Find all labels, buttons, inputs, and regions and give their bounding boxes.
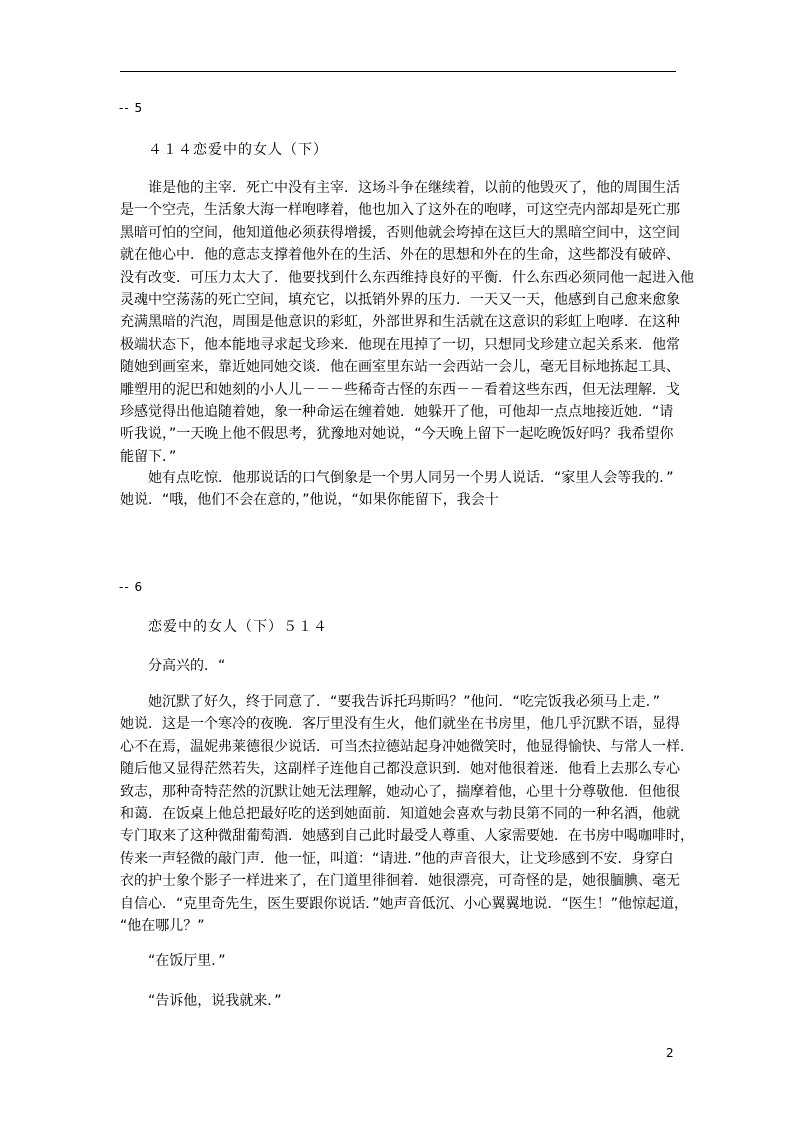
text-line: 黑暗可怕的空间，他知道他必须获得增援，否则他就会垮掉在这巨大的黑暗空间中，这空间 bbox=[120, 224, 680, 241]
text-line: 衣的护士象个影子一样进来了，在门道里徘徊着．她很漂亮，可奇怪的是，她很腼腆、毫无 bbox=[120, 873, 680, 890]
paragraph bbox=[120, 691, 694, 937]
paragraph bbox=[120, 950, 680, 972]
text-line: 致志，那种奇特茫然的沉默让她无法理解，她动心了，揣摩着他，心里十分尊敬他．但他很 bbox=[120, 783, 680, 800]
text-line: 自信心．“克里奇先生，医生要跟你说话．”她声音低沉、小心翼翼地说．“医生！”他惊起道， bbox=[120, 895, 689, 912]
text-line: “他在哪儿？” bbox=[120, 917, 205, 934]
text-line: 随她到画室来，靠近她同她交谈．他在画室里东站一会西站一会儿，毫无目标地拣起工具、 bbox=[120, 359, 680, 376]
paragraph bbox=[120, 990, 680, 1012]
text-line: “告诉他，说我就来．” bbox=[120, 993, 282, 1009]
paragraph bbox=[120, 467, 680, 512]
text-line: 传来一声轻微的敲门声．他一怔，叫道：“请进．”他的声音很大，让戈珍感到不安．身穿白 bbox=[120, 850, 674, 867]
text-line: 她有点吃惊．他那说话的口气倒象是一个男人同另一个男人说话．“家里人会等我的．” bbox=[120, 470, 674, 486]
text-line: “在饭厅里．” bbox=[120, 953, 226, 969]
text-line: 她沉默了好久，终于同意了．“要我告诉托玛斯吗？”他问．“吃完饭我必须马上走．” bbox=[120, 694, 661, 710]
text-line: 能留下．” bbox=[120, 448, 177, 465]
text-line: 充满黑暗的汽泡，周围是他意识的彩虹，外部世界和生活就在这意识的彩虹上咆哮．在这种 bbox=[120, 314, 680, 331]
page-heading: ４１４恋爱中的女人（下） bbox=[148, 142, 328, 158]
text-line: 她说．“哦，他们不会在意的，”他说，“如果你能留下，我会十 bbox=[120, 492, 499, 509]
text-line: 珍感觉得出他追随着她，象一种命运在缠着她．她躲开了他，可他却一点点地接近她．“请 bbox=[120, 403, 674, 420]
text-line: 随后他又显得茫然若失，这副样子连他自己都没意识到．她对他很着迷．他看上去那么专心 bbox=[120, 761, 680, 778]
text-line: 雕塑用的泥巴和她刻的小人儿－－－些稀奇古怪的东西－－看着这些东西，但无法理解．戈 bbox=[120, 381, 680, 398]
text-line: 心不在焉，温妮弗莱德很少说话．可当杰拉德站起身冲她微笑时，他显得愉快、与常人一样． bbox=[120, 738, 694, 755]
page-marker: -- 5 bbox=[119, 101, 144, 115]
paragraph bbox=[120, 655, 680, 677]
text-line: 分高兴的．“ bbox=[120, 658, 226, 674]
text-line: 是一个空壳，生活象大海一样咆哮着，他也加入了这外在的咆哮，可这空壳内部却是死亡那 bbox=[120, 202, 680, 219]
text-line: 没有改变．可压力太大了．他要找到什么东西维持良好的平衡．什么东西必须同他一起进入他 bbox=[120, 269, 694, 286]
paragraph bbox=[120, 177, 694, 468]
text-line: 听我说，”一天晚上他不假思考，犹豫地对她说，“今天晚上留下一起吃晚饭好吗？我希望你 bbox=[120, 426, 674, 443]
text-line: 谁是他的主宰．死亡中没有主宰．这场斗争在继续着，以前的他毁灭了，他的周围生活 bbox=[120, 180, 680, 196]
page-heading: 恋爱中的女人（下）５１４ bbox=[148, 619, 328, 635]
text-line: 就在他心中．他的意志支撑着他外在的生活、外在的思想和外在的生命，这些都没有破碎、 bbox=[120, 247, 680, 264]
text-line: 她说．这是一个寒冷的夜晚．客厅里没有生火，他们就坐在书房里，他几乎沉默不语，显得 bbox=[120, 716, 680, 733]
text-line: 和蔼．在饭桌上他总把最好吃的送到她面前．知道她会喜欢与勃艮第不同的一种名酒，他就 bbox=[120, 805, 680, 822]
page-number: 2 bbox=[666, 1046, 674, 1060]
text-line: 专门取来了这种微甜葡萄酒．她感到自己此时最受人尊重、人家需要她．在书房中喝咖啡时， bbox=[120, 828, 694, 845]
page-marker: -- 6 bbox=[119, 580, 144, 594]
text-line: 极端状态下，他本能地寻求起戈珍来．他现在甩掉了一切，只想同戈珍建立起关系来．他常 bbox=[120, 336, 680, 353]
header-rule bbox=[120, 71, 676, 72]
text-line: 灵魂中空荡荡的死亡空间，填充它，以抵销外界的压力．一天又一天，他感到自己愈来愈象 bbox=[120, 291, 680, 308]
